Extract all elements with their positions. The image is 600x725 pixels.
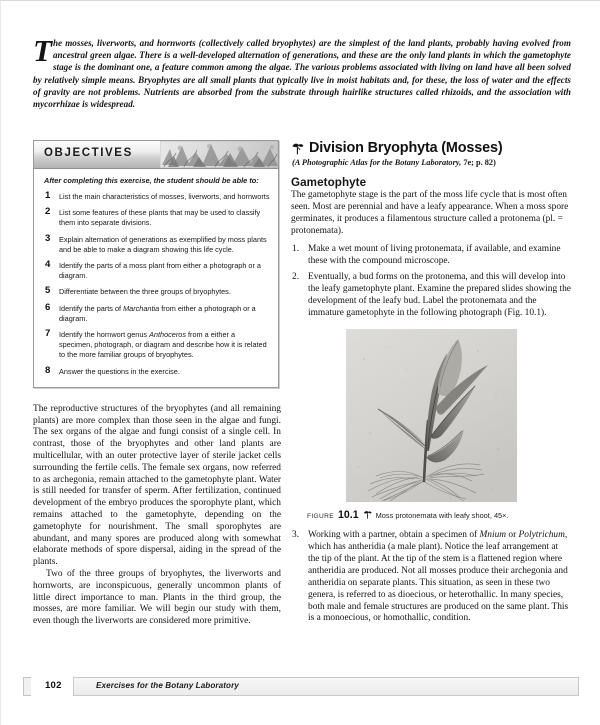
figure-caption	[291, 509, 571, 521]
objective-text: List the main characteristics of mosses, liverworts, and hornworts	[59, 192, 270, 201]
intro-text: he mosses, liverworts, and hornworts (collectively called bryophytes) are the simplest of the land plants, probably having evolved from ancestral green algae. There is a well-developed alternation of generations, and these are the only land plants in which the gametophyte stage is the dominant one, a feature common among the algae. The various problems associated with living on land have all been solved by relatively simple means. Bryophytes are all small plants that typically live in moist habitats and, for these, the loss of water and the effects of gravity are not problems. Nutrients are absorbed from the substrate through hairlike structures called rhizoids, and the association with mycorrhizae is widespread.	[33, 38, 571, 110]
objective-item	[42, 261, 270, 281]
gametophyte-paragraph: The gametophyte stage is the part of the moss life cycle that is most often seen. Most are perennial and have a leafy appearance. When a moss spore germinates, it produces a filamentous structure called a protonema (pl. = protonemata).	[291, 190, 569, 236]
subsection-heading: Gametophyte	[291, 176, 367, 189]
objective-text: Identify the hornwort genus Anthoceros from a either a specimen, photograph, or diagram and describe how it is related to the more familiar groups of bryophytes.	[59, 330, 267, 360]
objective-text: Explain alternation of generations as exemplified by moss plants and be able to make a diagram showing this life cycle.	[59, 234, 267, 254]
left-column	[33, 140, 281, 628]
step-number: 3.	[292, 530, 300, 541]
objectives-title: OBJECTIVES	[44, 147, 133, 159]
figure-label: FIGURE	[307, 513, 335, 521]
citation-edition: 7e; p. 82)	[461, 158, 496, 167]
objective-item	[42, 364, 270, 377]
footer-edge-tab	[23, 677, 31, 696]
citation-open: (	[292, 158, 295, 167]
objectives-lead: After completing this exercise, the student should be able to:	[44, 176, 259, 185]
objective-item	[42, 301, 270, 324]
drop-cap: T	[33, 33, 52, 68]
procedure-step	[291, 272, 571, 320]
objective-number: 1	[45, 190, 51, 201]
moss-sporophyte-icon	[291, 142, 304, 155]
objective-number: 3	[45, 232, 51, 244]
objective-number: 6	[45, 301, 51, 313]
objective-item	[42, 287, 270, 297]
procedure-step	[291, 530, 571, 625]
step-number: 1.	[292, 243, 300, 254]
figure-10-1	[291, 329, 571, 521]
objective-number: 4	[45, 259, 51, 271]
step-text-part1: Working with a partner, obtain a specimen of	[308, 530, 480, 541]
left-paragraph-1: The reproductive structures of the bryophytes (and all remaining plants) are more complex than those seen in the algae and fungi. The sex organs of the algae and fungi consist of a single cell. In contrast, those of the bryophytes and other land plants are multicellular, with an outer protective layer of sterile jacket cells surrounding the fertile cells. The female sex organs, now referred to as archegonia, remain attached to the gametophyte plant. Water is still needed for transfer of sperm. After fertilization, continued development of the embryo produces the sporophyte plant, which remains attached to the gametophyte, depending on the gametophyte for nourishment. The small sporophytes are abundant, and many spores are produced along with somewhat elaborate methods of spore dispersal, aiding in the spread of the plants.	[33, 403, 281, 568]
left-paragraph-2: Two of the three groups of bryophytes, the liverworts and hornworts, are inconspicuous, generally uncommon plants of little direct importance to man. Plants in the third group, the mosses, are more familiar. We will begin our study with them, even though the liverworts are considered more primitive.	[33, 569, 281, 627]
objective-text: Answer the questions in the exercise.	[59, 366, 180, 376]
objective-number: 2	[45, 206, 51, 218]
objectives-list	[42, 192, 270, 377]
intro-paragraph	[33, 33, 571, 110]
objective-number: 8	[45, 364, 51, 376]
moss-protonemata-photograph	[346, 329, 517, 502]
objectives-box	[33, 140, 279, 388]
procedure-step	[291, 244, 571, 268]
objective-text: List some features of these plants that may be used to classify them into separate divisions.	[59, 208, 261, 228]
genus-mnium: Mnium	[479, 530, 507, 541]
step-text-part2: or	[506, 530, 519, 541]
right-column	[291, 140, 571, 630]
objective-item	[42, 208, 270, 228]
page-number: 102	[45, 680, 62, 691]
objective-text: Identify the parts of Marchantia from either a photograph or a diagram.	[59, 303, 256, 323]
objective-text: Differentiate between the three groups of bryophytes.	[59, 287, 231, 297]
step-number: 2.	[292, 272, 300, 283]
section-heading	[291, 140, 571, 156]
objective-item	[42, 330, 270, 361]
figure-number: 10.1	[338, 509, 359, 522]
step-text: Eventually, a bud forms on the protonema, and this will develop into the leafy gametophyte plant. Examine the prepared slides showing the development of the leafy bud. Label the protonemata and the immature gametophyte in the following photograph (Fig. 10.1).	[308, 272, 571, 319]
objective-item	[42, 232, 270, 255]
section-source-citation	[292, 158, 571, 167]
page-footer	[23, 677, 579, 697]
procedure-steps-list	[291, 244, 571, 320]
figure-caption-text: Moss protonemata with leafy shoot, 45×.	[375, 511, 509, 521]
step-text-part3: , which has antheridia (a male plant). Notice the leaf arrangement at the tip of the plant. At the tip of the stem is a flattened region where antheridia are produced. Not all mosses produce their archegonia and antheridia on separate plants. This situation, as seen in these two genera, is referred to as dioecious, or heterothallic. In many species, both male and female structures are produced on the same plant. This is a monoecious, or homothallic, condition.	[308, 530, 569, 624]
two-column-region	[33, 140, 571, 660]
section-heading-text: Division Bryophyta (Mosses)	[309, 140, 503, 156]
objective-number: 7	[45, 328, 51, 340]
objectives-header	[34, 141, 278, 169]
procedure-steps-list-continued	[291, 530, 571, 625]
objectives-decorative-image	[160, 141, 278, 168]
page-content	[33, 33, 571, 687]
genus-polytrichum: Polytrichum	[518, 530, 565, 541]
objective-number: 5	[45, 285, 51, 297]
step-text: Make a wet mount of living protonemata, if available, and examine these with the compound microscope.	[308, 243, 561, 266]
objective-item	[42, 192, 270, 202]
moss-sporophyte-icon	[363, 510, 372, 519]
objective-text: Identify the parts of a moss plant from either a photograph or a diagram.	[59, 261, 261, 281]
footer-title: Exercises for the Botany Laboratory	[96, 681, 239, 690]
objectives-body	[34, 169, 278, 387]
citation-title: A Photographic Atlas for the Botany Laboratory,	[294, 158, 462, 167]
